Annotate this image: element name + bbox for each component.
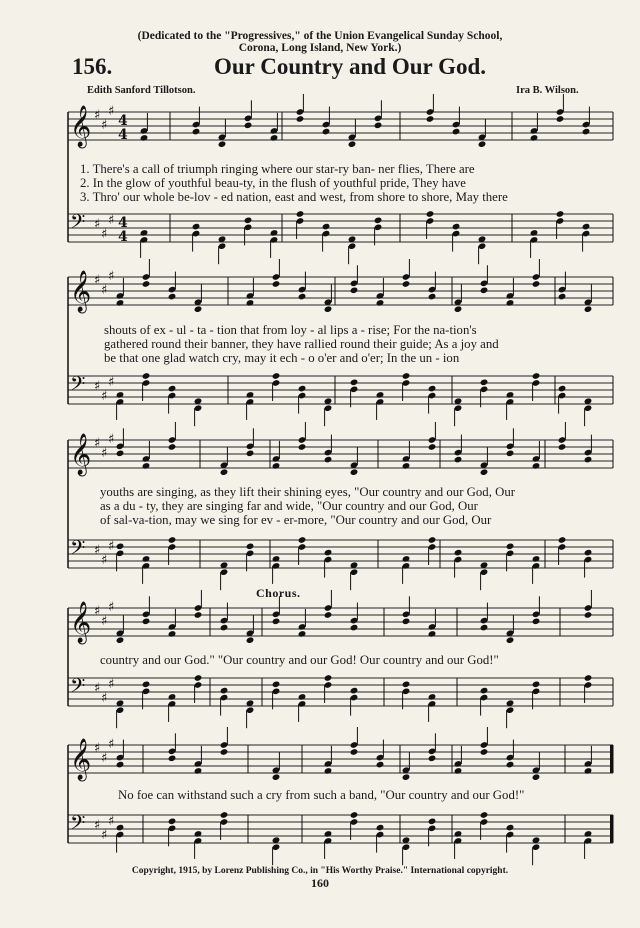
note-head	[376, 824, 385, 832]
note-head	[270, 134, 279, 142]
note-head	[428, 293, 437, 301]
note-head	[324, 674, 333, 682]
note-head	[350, 379, 359, 387]
note-head	[402, 462, 411, 470]
note-head	[532, 280, 541, 288]
note-head	[168, 818, 177, 826]
note-head	[452, 223, 461, 231]
bass-clef-icon: 𝄢	[70, 811, 86, 839]
note-head	[402, 681, 411, 689]
note-head	[376, 299, 385, 307]
sharp-icon: ♯	[108, 213, 115, 228]
lyric-line: country and our God." "Our country and our God! Our country and our God!"	[100, 653, 499, 667]
note-head	[376, 761, 385, 769]
note-head	[168, 293, 177, 301]
sharp-icon: ♯	[108, 814, 115, 829]
note-head	[558, 293, 567, 301]
note-head	[272, 462, 281, 470]
note-head	[506, 636, 515, 644]
note-head	[584, 611, 593, 619]
note-head	[192, 223, 201, 231]
note-head	[480, 287, 489, 295]
note-head	[506, 824, 515, 832]
sharp-icon: ♯	[94, 108, 101, 123]
note-head	[480, 468, 489, 476]
note-head	[246, 391, 255, 399]
hymn-title: Our Country and Our God.	[213, 54, 487, 79]
time-signature: 4	[118, 113, 128, 129]
note-head	[246, 450, 255, 458]
sharp-icon: ♯	[94, 818, 101, 833]
note-head	[584, 674, 593, 682]
note-head	[374, 217, 383, 225]
note-head	[350, 624, 359, 632]
note-head	[532, 681, 541, 689]
note-head	[298, 693, 307, 701]
note-head	[218, 140, 227, 148]
note-head	[168, 385, 177, 393]
dedication-line-2: Corona, Long Island, New York.)	[238, 42, 402, 54]
note-head	[454, 767, 463, 775]
note-head	[506, 391, 515, 399]
note-head	[220, 468, 229, 476]
note-head	[116, 391, 125, 399]
sharp-icon: ♯	[101, 389, 108, 404]
sharp-icon: ♯	[101, 283, 108, 298]
lyric-line: shouts of ex - ul - ta - tion that from loy - al lips a - rise; For the na-tion's	[104, 323, 477, 337]
time-signature: 4	[118, 229, 128, 245]
note-head	[532, 372, 541, 380]
note-head	[402, 618, 411, 626]
note-head	[480, 687, 489, 695]
note-head	[428, 443, 437, 451]
note-head	[428, 818, 437, 826]
page-number: 160	[311, 876, 329, 890]
note-head	[558, 385, 567, 393]
sharp-icon: ♯	[94, 604, 101, 619]
note-head	[556, 210, 565, 218]
note-head	[454, 305, 463, 313]
note-head	[558, 536, 567, 544]
note-head	[168, 630, 177, 638]
sharp-icon: ♯	[108, 737, 115, 752]
note-head	[428, 693, 437, 701]
note-head	[194, 830, 203, 838]
note-head	[480, 624, 489, 632]
note-head	[478, 140, 487, 148]
lyric-line: of sal-va-tion, may we sing for ev - er-more, "Our country and our God, Our	[100, 513, 492, 527]
note-head	[272, 773, 281, 781]
note-head	[298, 536, 307, 544]
note-head	[532, 773, 541, 781]
sharp-icon: ♯	[101, 446, 108, 461]
note-head	[506, 299, 515, 307]
note-head	[270, 229, 279, 237]
note-head	[532, 555, 541, 563]
note-head	[220, 687, 229, 695]
lyric-line: 3. Thro' our whole be-lov - ed nation, east and west, from shore to shore, May there	[80, 190, 508, 204]
note-head	[116, 543, 125, 551]
lyric-line: 2. In the glow of youthful beau-ty, in the flush of youthful pride, They have	[80, 176, 466, 190]
note-head	[272, 555, 281, 563]
sharp-icon: ♯	[108, 539, 115, 554]
treble-clef-icon: 𝄞	[70, 434, 92, 475]
note-head	[298, 385, 307, 393]
note-head	[116, 824, 125, 832]
note-head	[556, 115, 565, 123]
note-head	[220, 811, 229, 819]
sharp-icon: ♯	[108, 432, 115, 447]
note-head	[402, 280, 411, 288]
copyright-notice: Copyright, 1915, by Lorenz Publishing Co., in "His Worthy Praise." International copyright.	[131, 866, 509, 876]
note-head	[558, 443, 567, 451]
note-head	[142, 555, 151, 563]
note-head	[480, 811, 489, 819]
note-head	[454, 830, 463, 838]
note-head	[428, 755, 437, 763]
note-head	[506, 543, 515, 551]
sharp-icon: ♯	[101, 751, 108, 766]
note-head	[116, 636, 125, 644]
note-head	[296, 210, 305, 218]
note-head	[582, 128, 591, 136]
lyric-line: 1. There's a call of triumph ringing where our star-ry ban- ner flies, There are	[80, 162, 475, 176]
treble-clef-icon: 𝄞	[70, 271, 92, 312]
note-head	[272, 280, 281, 288]
note-head	[142, 280, 151, 288]
note-head	[350, 287, 359, 295]
sharp-icon: ♯	[101, 118, 108, 133]
note-head	[532, 618, 541, 626]
note-head	[324, 305, 333, 313]
sharp-icon: ♯	[101, 828, 108, 843]
sharp-icon: ♯	[108, 269, 115, 284]
note-head	[426, 115, 435, 123]
lyric-line: gathered round their banner, they have rallied round their guide; As a joy and	[104, 337, 499, 351]
note-head	[116, 761, 125, 769]
note-head	[194, 611, 203, 619]
note-head	[194, 767, 203, 775]
note-head	[142, 372, 151, 380]
note-head	[142, 681, 151, 689]
hymn-number: 156.	[72, 54, 113, 79]
sharp-icon: ♯	[94, 273, 101, 288]
note-head	[116, 299, 125, 307]
note-head	[532, 462, 541, 470]
note-head	[506, 761, 515, 769]
sharp-icon: ♯	[94, 543, 101, 558]
lyric-line: youths are singing, as they lift their shining eyes, "Our country and our God, Our	[100, 485, 516, 499]
composer-credit: Ira B. Wilson.	[516, 85, 579, 96]
note-head	[194, 674, 203, 682]
note-head	[350, 748, 359, 756]
note-head	[296, 115, 305, 123]
note-head	[298, 443, 307, 451]
note-head	[584, 830, 593, 838]
sharp-icon: ♯	[101, 691, 108, 706]
bass-clef-icon: 𝄢	[70, 210, 86, 238]
treble-clef-icon: 𝄞	[70, 602, 92, 643]
note-head	[140, 229, 149, 237]
final-barline	[610, 745, 613, 773]
sharp-icon: ♯	[94, 436, 101, 451]
treble-clef-icon: 𝄞	[70, 739, 92, 780]
note-head	[246, 543, 255, 551]
note-head	[402, 773, 411, 781]
bass-clef-icon: 𝄢	[70, 674, 86, 702]
lyricist-credit: Edith Sanford Tillotson.	[87, 85, 196, 96]
note-head	[116, 450, 125, 458]
note-head	[220, 748, 229, 756]
note-head	[168, 536, 177, 544]
note-head	[350, 687, 359, 695]
treble-clef-icon: 𝄞	[70, 106, 92, 147]
note-head	[168, 693, 177, 701]
note-head	[348, 140, 357, 148]
note-head	[428, 536, 437, 544]
note-head	[244, 217, 253, 225]
note-head	[272, 372, 281, 380]
note-head	[324, 549, 333, 557]
note-head	[322, 223, 331, 231]
lyric-line: be that one glad watch cry, may it ech - o o'er and o'er; In the un - ion	[104, 351, 460, 365]
bass-clef-icon: 𝄢	[70, 536, 86, 564]
note-head	[142, 618, 151, 626]
note-head	[480, 748, 489, 756]
note-head	[324, 830, 333, 838]
note-head	[142, 462, 151, 470]
sharp-icon: ♯	[94, 741, 101, 756]
sharp-icon: ♯	[101, 553, 108, 568]
note-head	[584, 305, 593, 313]
note-head	[298, 630, 307, 638]
note-head	[452, 128, 461, 136]
sharp-icon: ♯	[101, 614, 108, 629]
note-head	[530, 134, 539, 142]
note-head	[168, 443, 177, 451]
lyric-line: as a du - ty, they are singing far and wide, "Our country and our God, Our	[100, 499, 478, 513]
note-head	[322, 128, 331, 136]
note-head	[428, 630, 437, 638]
sharp-icon: ♯	[94, 681, 101, 696]
sharp-icon: ♯	[94, 217, 101, 232]
note-head	[506, 450, 515, 458]
chorus-label: Chorus.	[256, 586, 301, 600]
sharp-icon: ♯	[101, 227, 108, 242]
time-signature: 4	[118, 215, 128, 231]
lyric-line: No foe can withstand such a cry from such a band, "Our country and our God!"	[118, 788, 525, 802]
note-head	[428, 385, 437, 393]
note-head	[350, 811, 359, 819]
sharp-icon: ♯	[108, 600, 115, 615]
note-head	[374, 122, 383, 130]
note-head	[584, 456, 593, 464]
sharp-icon: ♯	[108, 104, 115, 119]
note-head	[402, 555, 411, 563]
note-head	[530, 229, 539, 237]
note-head	[168, 755, 177, 763]
note-head	[220, 624, 229, 632]
note-head	[192, 128, 201, 136]
note-head	[376, 391, 385, 399]
final-barline	[610, 815, 613, 843]
note-head	[324, 456, 333, 464]
note-head	[426, 210, 435, 218]
sharp-icon: ♯	[108, 677, 115, 692]
note-head	[272, 681, 281, 689]
note-head	[246, 636, 255, 644]
dedication-line-1: (Dedicated to the "Progressives," of the Union Evangelical Sunday School,	[137, 30, 503, 42]
note-head	[584, 549, 593, 557]
note-head	[582, 223, 591, 231]
note-head	[480, 379, 489, 387]
note-head	[324, 767, 333, 775]
note-head	[324, 611, 333, 619]
note-head	[298, 293, 307, 301]
time-signature: 4	[118, 127, 128, 143]
sharp-icon: ♯	[94, 379, 101, 394]
note-head	[402, 372, 411, 380]
note-head	[246, 299, 255, 307]
note-head	[584, 767, 593, 775]
sharp-icon: ♯	[108, 375, 115, 390]
note-head	[140, 134, 149, 142]
note-head	[454, 456, 463, 464]
note-head	[272, 618, 281, 626]
note-head	[244, 122, 253, 130]
note-head	[454, 549, 463, 557]
note-head	[194, 305, 203, 313]
note-head	[350, 468, 359, 476]
bass-clef-icon: 𝄢	[70, 372, 86, 400]
